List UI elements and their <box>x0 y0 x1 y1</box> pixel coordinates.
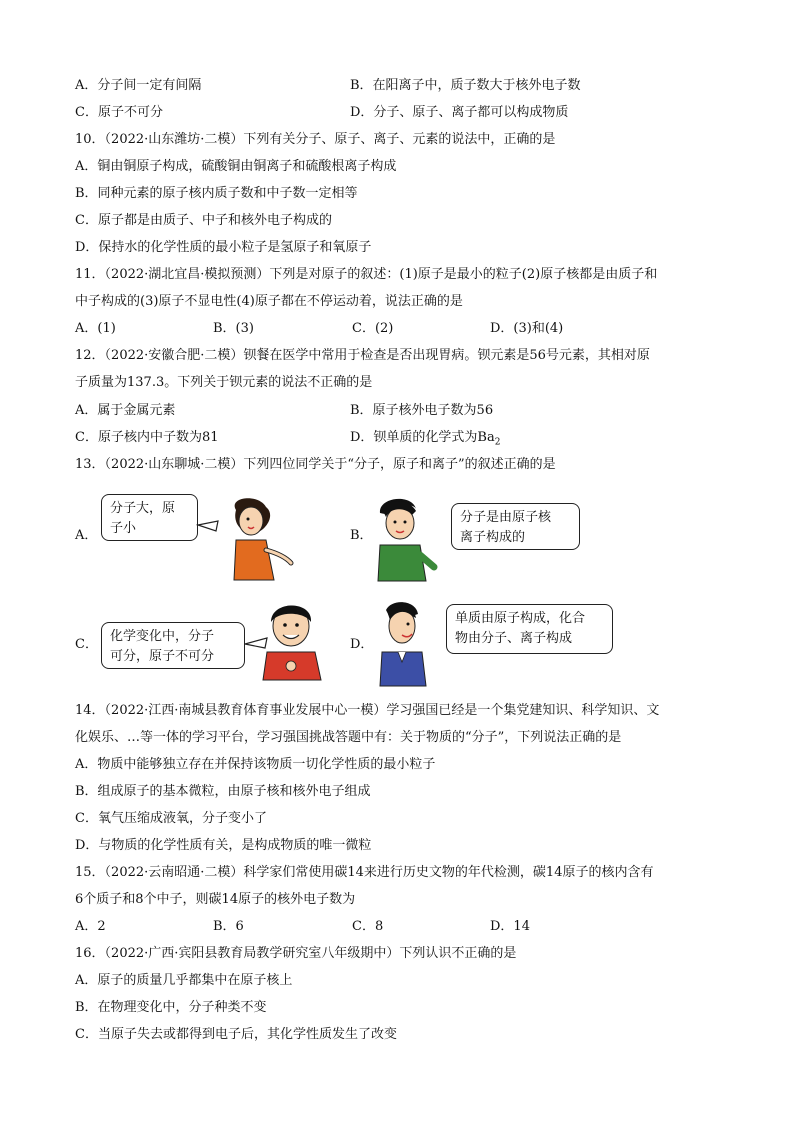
q11-option-b: B．(3) <box>213 321 254 336</box>
q10-option-a: A．铜由铜原子构成，硫酸铜由铜离子和硫酸根离子构成 <box>75 159 397 174</box>
q12-stem-line1: 12．（2022·安徽合肥·二模）钡餐在医学中常用于检查是否出现胃病。钡元素是56号元素，其相对原 <box>75 348 650 363</box>
q13-option-c-label: C． <box>75 637 98 652</box>
q13-d-line1: 单质由原子构成，化合 <box>455 611 586 626</box>
q13-c-line2: 可分，原子不可分 <box>110 649 215 664</box>
q10-option-d: D．保持水的化学性质的最小粒子是氢原子和氧原子 <box>75 240 372 255</box>
q12-stem-line2: 子质量为137.3。下列关于钡元素的说法不正确的是 <box>75 375 373 390</box>
q16-option-a: A．原子的质量几乎都集中在原子核上 <box>75 973 293 988</box>
q10-option-c: C．原子都是由质子、中子和核外电子构成的 <box>75 213 332 228</box>
q9-option-b: B．在阳离子中，质子数大于核外电子数 <box>350 78 581 93</box>
q12-option-c: C．原子核内中子数为81 <box>75 430 219 445</box>
q14-option-b: B．组成原子的基本微粒，由原子核和核外电子组成 <box>75 784 371 799</box>
boy-green-shirt-icon <box>372 495 442 583</box>
q10-option-b: B．同种元素的原子核内质子数和中子数一定相等 <box>75 186 358 201</box>
q12-option-d-text: D．钡单质的化学式为Ba <box>350 430 495 445</box>
q15-option-c: C．8 <box>352 919 384 934</box>
q13-option-a-label: A． <box>75 528 98 543</box>
q14-stem-line2: 化娱乐、…等一体的学习平台，学习强国挑战答题中有：关于物质的“分子”，下列说法正确的是 <box>75 730 622 745</box>
girl-cartoon-icon <box>196 495 296 585</box>
q13-option-b-label: B． <box>350 528 373 543</box>
q11-option-a: A．(1) <box>75 321 116 336</box>
q13-stem: 13．（2022·山东聊城·二模）下列四位同学关于“分子，原子和离子”的叙述正确的是 <box>75 457 556 472</box>
q12-option-b: B．原子核外电子数为56 <box>350 403 494 418</box>
q13-speech-bubble-d <box>446 604 613 654</box>
q15-stem-line2: 6个质子和8个中子，则碳14原子的核外电子数为 <box>75 892 356 907</box>
boy-blue-shirt-icon <box>372 600 442 688</box>
q11-stem-line2: 中子构成的(3)原子不显电性(4)原子都在不停运动着，说法正确的是 <box>75 294 463 309</box>
q14-stem-line1: 14．（2022·江西·南城县教育体育事业发展中心一模）学习强国已经是一个集党建知识、科学知识、文 <box>75 703 660 718</box>
q12-subscript: 2 <box>494 437 501 448</box>
q13-c-line1: 化学变化中，分子 <box>110 629 215 644</box>
boy-red-shirt-icon <box>243 600 333 682</box>
q14-option-c: C．氧气压缩成液氧，分子变小了 <box>75 811 267 826</box>
q13-option-d-label: D． <box>350 637 374 652</box>
q14-option-a: A．物质中能够独立存在并保持该物质一切化学性质的最小粒子 <box>75 757 436 772</box>
q15-stem-line1: 15．（2022·云南昭通·二模）科学家们常使用碳14来进行历史文物的年代检测，碳14原子的核内含有 <box>75 865 654 880</box>
q16-option-c: C．当原子失去或都得到电子后，其化学性质发生了改变 <box>75 1027 397 1042</box>
q16-stem: 16．（2022·广西·宾阳县教育局教学研究室八年级期中）下列认识不正确的是 <box>75 946 517 961</box>
q13-speech-bubble-c <box>101 622 245 669</box>
q13-b-line2: 离子构成的 <box>460 530 526 545</box>
q10-stem: 10．（2022·山东潍坊·二模）下列有关分子、原子、离子、元素的说法中，正确的是 <box>75 132 556 147</box>
q14-option-d: D．与物质的化学性质有关，是构成物质的唯一微粒 <box>75 838 372 853</box>
q13-speech-bubble-a <box>101 494 198 541</box>
q13-a-line2: 子小 <box>110 521 137 536</box>
q13-d-line2: 物由分子、离子构成 <box>455 631 573 646</box>
q12-option-d <box>350 429 500 452</box>
q9-option-d: D．分子、原子、离子都可以构成物质 <box>350 105 569 120</box>
q15-option-b: B．6 <box>213 919 244 934</box>
q15-option-d: D．14 <box>490 919 530 934</box>
q16-option-b: B．在物理变化中，分子种类不变 <box>75 1000 267 1015</box>
q13-speech-bubble-b <box>451 503 580 550</box>
q12-option-a: A．属于金属元素 <box>75 403 176 418</box>
q13-a-line1: 分子大，原 <box>110 501 176 516</box>
q9-option-c: C．原子不可分 <box>75 105 163 120</box>
q9-option-a: A．分子间一定有间隔 <box>75 78 202 93</box>
q11-stem-line1: 11．（2022·湖北宜昌·模拟预测）下列是对原子的叙述：(1)原子是最小的粒子(2)原子核都是由质子和 <box>75 267 658 282</box>
q13-b-line1: 分子是由原子核 <box>460 510 552 525</box>
q11-option-d: D．(3)和(4) <box>490 321 564 336</box>
q15-option-a: A．2 <box>75 919 106 934</box>
q11-option-c: C．(2) <box>352 321 394 336</box>
